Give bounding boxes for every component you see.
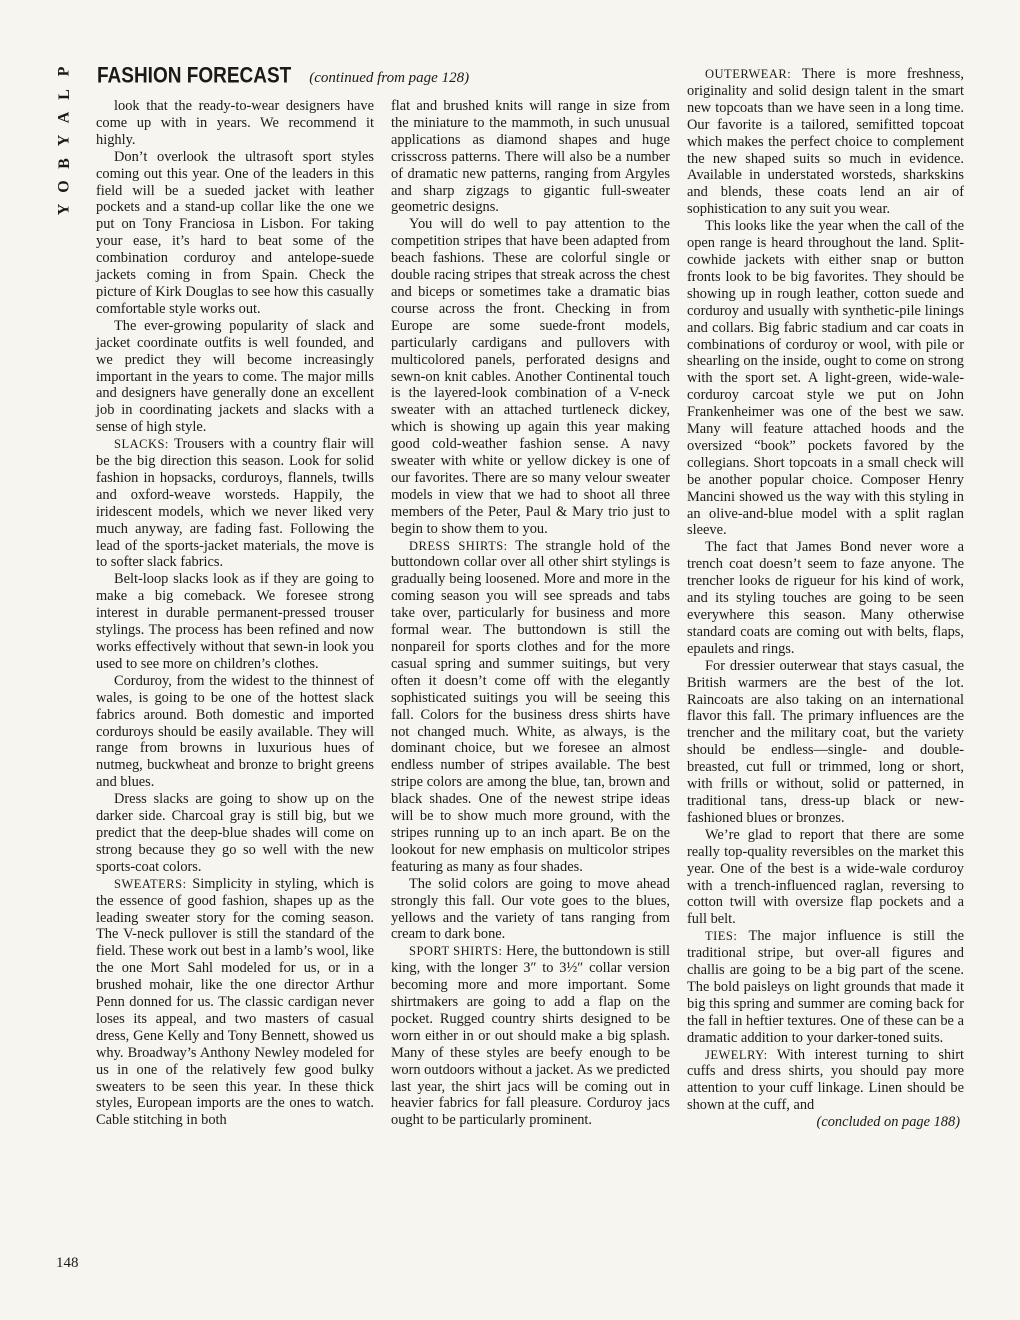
- paragraph: [96, 791, 374, 876]
- text-column-2: [391, 98, 670, 1129]
- paragraph: [687, 827, 964, 928]
- paragraph-text: Belt-loop slacks look as if they are going to make a big comeback. We foresee strong interest in durable permanent-pressed trouser stylings. The process has been refined and now works effectively without that sewn-in look you used to see more on children’s clothes.: [96, 571, 374, 672]
- paragraph: [687, 1047, 964, 1115]
- section-lead: SPORT SHIRTS:: [409, 944, 503, 959]
- paragraph-text: look that the ready-to-wear designers have come up with in years. We recommend it highly.: [96, 98, 374, 148]
- paragraph-text: Dress slacks are going to show up on the darker side. Charcoal gray is still big, but we predict that the deep-blue shades will come on strong because they go so well with the new sports-coat colors.: [96, 791, 374, 875]
- paragraph: [96, 318, 374, 436]
- paragraph-text: This looks like the year when the call of the open range is heard throughout the land. Split-cowhide jackets with either snap or button fronts look to be big favorites. They should be showing up in rough leather, cotton suede and corduroy and usually with synthetic-pile linings and collars. Big fabric stadium and car coats in combinations of corduroy or wool, with pile or shearling on the inside, ought to come on strong with the sport set. A light-green, wide-wale-corduroy carcoat style we put on John Frankenheimer was one of the best we saw. Many will feature attached hoods and the oversized “book” pockets favored by the collegians. Short topcoats in a small check will be another popular choice. Composer Henry Mancini showed us the way with this styling in an olive-and-blue model with a split raglan sleeve.: [687, 218, 964, 539]
- paragraph-text: flat and brushed knits will range in size from the miniature to the mammoth, in such unusual applications as diamond shapes and huge crisscross patterns. There will also be a number of dramatic new patterns, ranging from Argyles and sharp zigzags to gigantic full-sweater geometric designs.: [391, 98, 670, 216]
- paragraph-text: Corduroy, from the widest to the thinnest of wales, is going to be one of the hottest slack fabrics around. Both domestic and imported corduroys should be easily available. They will range from browns in luxurious hues of nutmeg, buckwheat and bronze to bright greens and blues.: [96, 672, 374, 791]
- paragraph: [96, 436, 374, 571]
- text-column-1: [96, 98, 374, 1129]
- paragraph-text: For dressier outerwear that stays casual, the British warmers are the best of the lot. Raincoats are also taking on an international flavor this fall. The primary influences are the trencher and the military coat, but the variety should be endless—single- and double-breasted, cut full or trimmed, long or short, with frills or without, solid or patterned, in traditional tans, dress-up black or new-fashioned blues or bronzes.: [687, 657, 964, 826]
- paragraph: [96, 98, 374, 149]
- magazine-name-letter: B: [55, 158, 73, 169]
- continued-note: (continued from page 128): [309, 70, 470, 86]
- paragraph-text: Here, the buttondown is still king, with the longer 3″ to 3½″ collar version becoming more and more important. Some shirtmakers are going to add a flap on the pocket. Rugged country shirts designed to be worn either in or out should make a big splash. Many of these styles are beefy enough to be worn outdoors without a jacket. As we predicted last year, the shirt jacs will be coming out in heavier fabrics for fall pleasure. Corduroy jacs ought to be particularly prominent.: [391, 943, 670, 1129]
- section-lead: TIES:: [705, 929, 738, 944]
- section-lead: SWEATERS:: [114, 876, 187, 891]
- magazine-name-letter: A: [55, 111, 73, 124]
- text-column-3: [687, 66, 964, 1131]
- section-lead: JEWELRY:: [705, 1047, 768, 1062]
- page-number: 148: [56, 1255, 79, 1271]
- paragraph: [391, 538, 670, 876]
- paragraph: [687, 928, 964, 1046]
- section-lead: OUTERWEAR:: [705, 67, 792, 81]
- article-header: [97, 66, 469, 88]
- magazine-name-vertical: [52, 60, 76, 221]
- paragraph: [96, 673, 374, 791]
- section-lead: DRESS SHIRTS:: [409, 538, 508, 553]
- section-lead: SLACKS:: [114, 437, 169, 452]
- paragraph-text: The fact that James Bond never wore a trench coat doesn’t seem to faze anyone. The trencher looks de rigueur for his kind of work, and its styling touches are going to be seen everywhere this season. Many otherwise standard coats are coming out with belts, flaps, epaulets and rings.: [687, 539, 964, 657]
- paragraph-text: The strangle hold of the buttondown collar over all other shirt stylings is gradually being loosened. More and more in the coming season you will see spreads and tabs take over, particularly for business and more formal wear. The buttondown is still the nonpareil for sports clothes and for the more casual spring and summer suitings, but very often it doesn’t come off with the elegantly sophisticated suitings you will be seeing this fall. Colors for the business dress shirts have not changed much. White, as always, is the dominant choice, but we foresee an almost endless number of stripes available. The best stripe colors are among the blue, tan, brown and black shades. One of the newest stripe ideas will be to show much more ground, with the stripes running up to an inch apart. Be on the lookout for new emphasis on multicolor stripes featuring as many as four shades.: [391, 537, 670, 875]
- paragraph: [687, 658, 964, 827]
- magazine-name-letter: Y: [55, 203, 73, 216]
- paragraph: [391, 876, 670, 944]
- paragraph: [391, 98, 670, 216]
- paragraph-text: Simplicity in styling, which is the essence of good fashion, shapes up as the leading sweater story for the coming season. The V-neck pullover is still the standard of the field. These work out best in a lamb’s wool, like the one Mort Sahl modeled for us, or in a brushed mohair, like the one director Arthur Penn donned for us. The classic cardigan never loses its appeal, and two masters of casual dress, Gene Kelly and Tony Bennett, showed us why. Broadway’s Anthony Newley modeled for us in one of the relatively few good bulky sweaters to be seen this year. In these thick styles, European imports are the ones to watch. Cable stitching in both: [96, 875, 374, 1129]
- magazine-name-letter: P: [55, 66, 73, 77]
- paragraph: [687, 218, 964, 539]
- concluded-note: (concluded on page 188): [816, 1114, 960, 1131]
- paragraph: [687, 66, 964, 218]
- paragraph-text: Trousers with a country flair will be the big direction this season. Look for solid fashion in hopsacks, corduroys, flannels, twills and oxford-weave worsteds. Happily, the iridescent models, which we never liked very much anyway, are fading fast. Following the lead of the sports-jacket materials, the move is to softer slack fabrics.: [96, 436, 374, 571]
- paragraph-text: We’re glad to report that there are some really top-quality reversibles on the market this year. One of the best is a wide-wale corduroy with a trench-influenced raglan, reversing to cotton twill with oversize flap pockets and a full belt.: [687, 826, 964, 928]
- paragraph-text: You will do well to pay attention to the competition stripes that have been adapted from beach fashions. These are colorful single or double racing stripes that streak across the chest and biceps or sometimes take a dramatic bias course across the front. Checking in from Europe are some suede-front models, particularly cardigans and pullovers with multicolored panels, perforated designs and sewn-on knit cables. Another Continental touch is the layered-look combination of a V-neck sweater with an attached turtleneck dickey, which is showing up again this year making good cold-weather fashion sense. A navy sweater with white or yellow dickey is one of our favorites. There are so many velour sweater models in view that we had to shoot all three members of the Peter, Paul & Mary trio just to begin to show them to you.: [391, 216, 670, 537]
- paragraph: [391, 216, 670, 537]
- paragraph-text: Don’t overlook the ultrasoft sport styles coming out this year. One of the leaders in this field will be a sueded jacket with leather pockets and a stand-up collar like the one we put on Tony Franciosa in Lisbon. For taking your ease, it’s hard to beat some of the combination corduroy and antelope-suede jackets coming in from Spain. Check the picture of Kirk Douglas to see how this casually comfortable style works out.: [96, 148, 374, 317]
- article-title: FASHION FORECAST: [97, 64, 292, 89]
- magazine-name-letter: L: [55, 89, 73, 100]
- paragraph-text: The solid colors are going to move ahead strongly this fall. Our vote goes to the blues, yellows and the variety of tans ranging from cream to dark bone.: [391, 875, 670, 943]
- magazine-name-letter: O: [55, 180, 73, 193]
- magazine-name-letter: Y: [55, 134, 73, 147]
- paragraph: [391, 943, 670, 1129]
- paragraph: [687, 539, 964, 657]
- paragraph-text: The ever-growing popularity of slack and jacket coordinate outfits is well founded, and we predict they will become increasingly important in the years to come. The major mills and designers have generally done an excellent job in coordinating jackets and slacks with a sense of high style.: [96, 317, 374, 436]
- paragraph-text: The major influence is still the traditional stripe, but over-all figures and challis are going to be a big part of the scene. The bold paisleys on light grounds that made it big this spring and summer are coming back for the fall in heftier textures. One of these can be a dramatic addition to your darker-toned suits.: [687, 928, 964, 1046]
- paragraph: [96, 149, 374, 318]
- paragraph-text: There is more freshness, originality and solid design talent in the smart new topcoats than we have seen in a long time. Our favorite is a tailored, semifitted topcoat which makes the perfect choice to complement the new shaped suits so much in evidence. Available in understated worsteds, sharkskins and blends, these coats lend an air of sophistication to any suit you wear.: [687, 66, 964, 218]
- paragraph-text: With interest turning to shirt cuffs and dress shirts, you should pay more attention to your cuff linkage. Linen should be shown at the cuff, and: [687, 1046, 964, 1114]
- paragraph: [96, 876, 374, 1130]
- paragraph: [96, 571, 374, 672]
